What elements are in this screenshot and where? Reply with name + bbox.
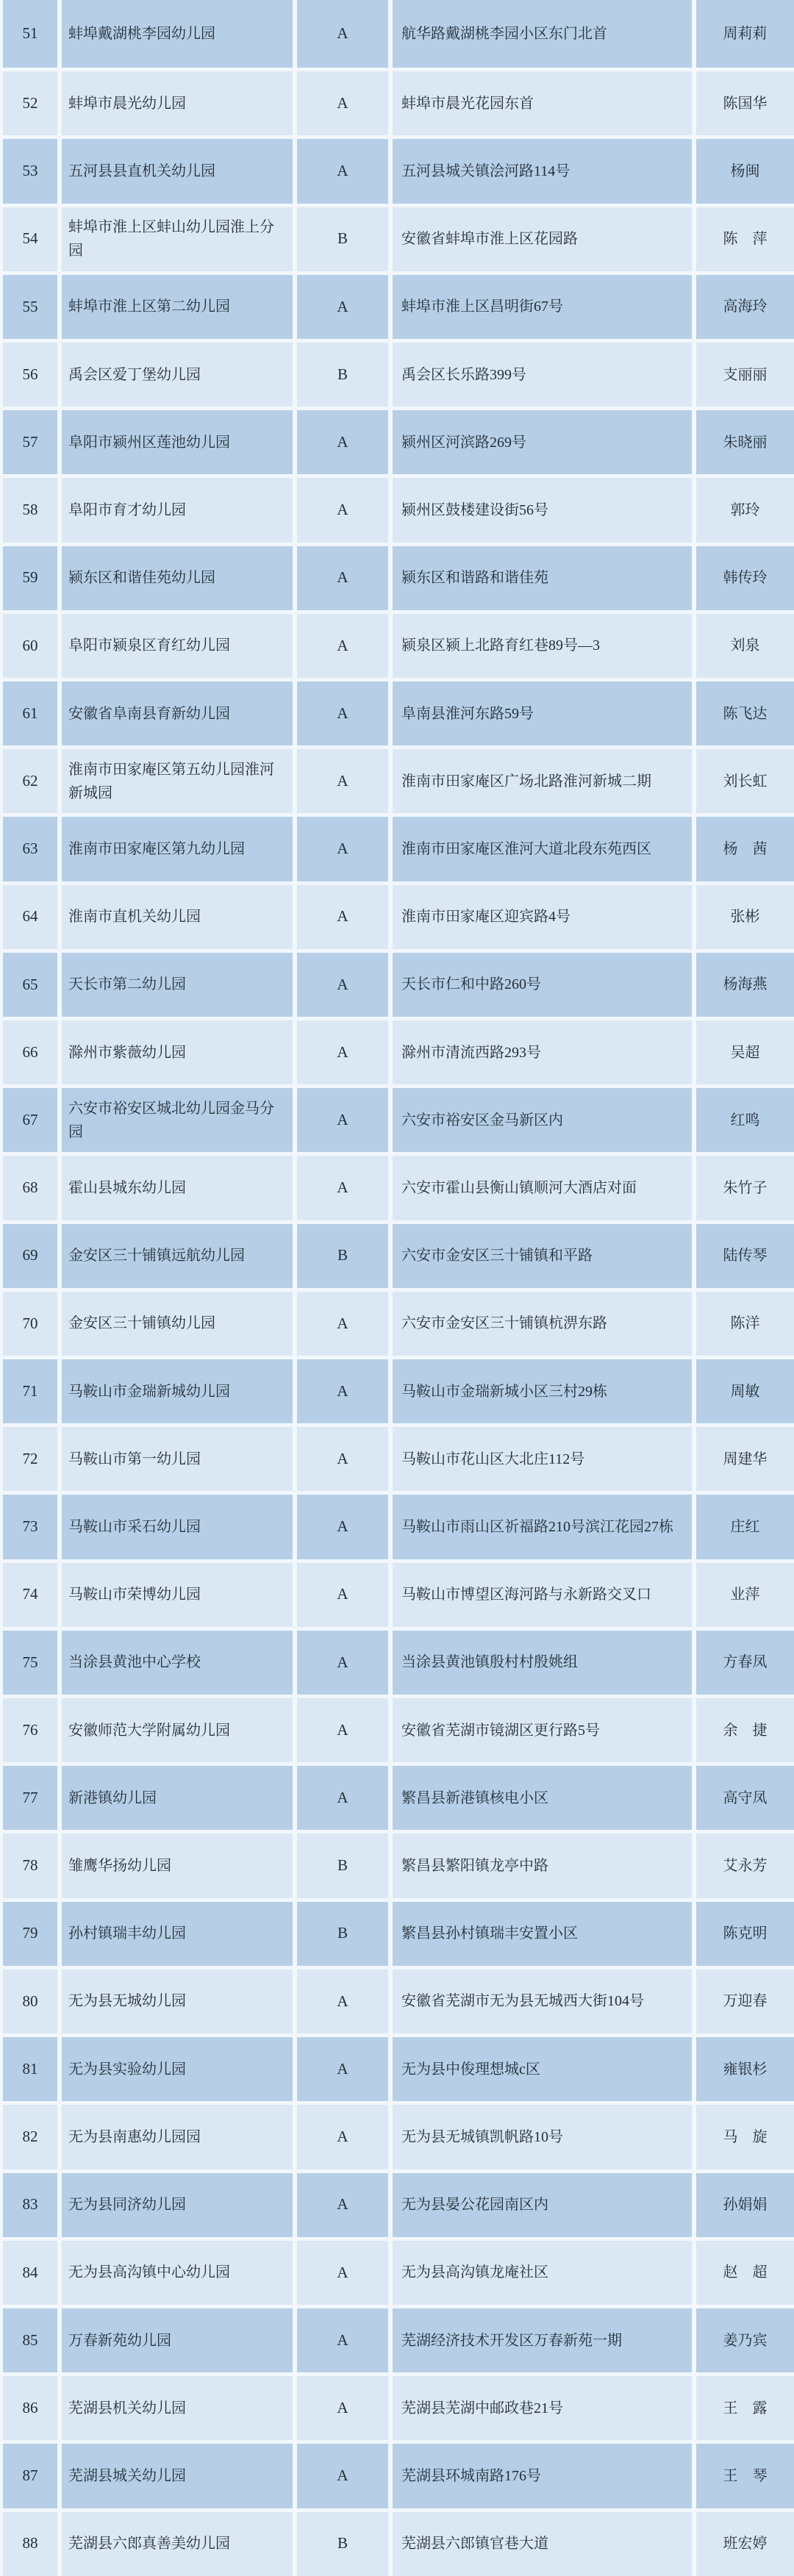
- grade-cell: B: [297, 2512, 388, 2576]
- address-cell: 淮南市田家庵区淮河大道北段东苑西区: [393, 817, 692, 881]
- kindergarten-name-cell: 金安区三十铺镇远航幼儿园: [62, 1224, 293, 1288]
- kindergarten-name-cell: 安徽师范大学附属幼儿园: [62, 1698, 293, 1762]
- table-row: [0, 68, 794, 135]
- address-cell: 芜湖经济技术开发区万春新苑一期: [393, 2308, 692, 2372]
- row-number-cell: 70: [3, 1292, 57, 1356]
- kindergarten-name-cell: 无为县高沟镇中心幼儿园: [62, 2241, 293, 2305]
- contact-name-cell: 郭玲: [696, 478, 794, 542]
- address-cell: 繁昌县孙村镇瑞丰安置小区: [393, 1902, 692, 1966]
- table-row: [0, 1491, 794, 1559]
- contact-name-cell: 陈洋: [696, 1292, 794, 1356]
- contact-name-cell: 吴超: [696, 1020, 794, 1084]
- kindergarten-name-cell: 无为县实验幼儿园: [62, 2037, 293, 2101]
- address-cell: 无为县晏公花园南区内: [393, 2173, 692, 2237]
- table-row: [0, 1017, 794, 1084]
- grade-cell: A: [297, 2173, 388, 2237]
- table-row: [0, 474, 794, 542]
- grade-cell: A: [297, 139, 388, 203]
- grade-cell: A: [297, 681, 388, 745]
- row-number-cell: 72: [3, 1427, 57, 1491]
- table-row: [0, 2033, 794, 2101]
- contact-name-cell: 朱晓丽: [696, 410, 794, 474]
- contact-name-cell: 杨 茜: [696, 817, 794, 881]
- grade-cell: A: [297, 1631, 388, 1695]
- grade-cell: A: [297, 0, 388, 68]
- kindergarten-name-cell: 蚌埠市淮上区蚌山幼儿园淮上分园: [62, 207, 293, 271]
- kindergarten-name-cell: 新港镇幼儿园: [62, 1766, 293, 1830]
- row-number-cell: 66: [3, 1020, 57, 1084]
- contact-name-cell: 刘泉: [696, 614, 794, 678]
- kindergarten-name-cell: 颍东区和谐佳苑幼儿园: [62, 546, 293, 610]
- contact-name-cell: 周莉莉: [696, 0, 794, 68]
- grade-cell: A: [297, 275, 388, 339]
- contact-name-cell: 陈克明: [696, 1902, 794, 1966]
- table-row: [0, 1288, 794, 1356]
- row-number-cell: 51: [3, 0, 57, 68]
- row-number-cell: 61: [3, 681, 57, 745]
- address-cell: 无为县高沟镇龙庵社区: [393, 2241, 692, 2305]
- table-row: [0, 2305, 794, 2372]
- table-row: [0, 1966, 794, 2033]
- address-cell: 无为县无城镇凯帆路10号: [393, 2105, 692, 2169]
- address-cell: 淮南市田家庵区广场北路淮河新城二期: [393, 749, 692, 813]
- grade-cell: A: [297, 2308, 388, 2372]
- address-cell: 天长市仁和中路260号: [393, 953, 692, 1017]
- table-row: [0, 881, 794, 949]
- table-row: [0, 1830, 794, 1897]
- grade-cell: A: [297, 1563, 388, 1627]
- grade-cell: A: [297, 2444, 388, 2508]
- grade-cell: A: [297, 71, 388, 135]
- kindergarten-name-cell: 淮南市直机关幼儿园: [62, 885, 293, 949]
- row-number-cell: 74: [3, 1563, 57, 1627]
- kindergarten-name-cell: 天长市第二幼儿园: [62, 953, 293, 1017]
- kindergarten-name-cell: 雏鹰华扬幼儿园: [62, 1833, 293, 1897]
- table-row: [0, 543, 794, 610]
- grade-cell: A: [297, 1359, 388, 1423]
- row-number-cell: 53: [3, 139, 57, 203]
- contact-name-cell: 支丽丽: [696, 343, 794, 407]
- table-row: [0, 1084, 794, 1152]
- table-row: [0, 813, 794, 881]
- table-row: [0, 2440, 794, 2508]
- table-row: [0, 1898, 794, 1966]
- table-row: [0, 678, 794, 745]
- table-row: [0, 949, 794, 1017]
- address-cell: 蚌埠市晨光花园东首: [393, 71, 692, 135]
- table-row: [0, 1356, 794, 1423]
- kindergarten-name-cell: 淮南市田家庵区第五幼儿园淮河新城园: [62, 749, 293, 813]
- grade-cell: A: [297, 2241, 388, 2305]
- row-number-cell: 60: [3, 614, 57, 678]
- contact-name-cell: 陈飞达: [696, 681, 794, 745]
- table-row: [0, 407, 794, 474]
- table-row: [0, 2372, 794, 2440]
- row-number-cell: 55: [3, 275, 57, 339]
- table-row: [0, 1423, 794, 1491]
- kindergarten-name-cell: 无为县南惠幼儿园园: [62, 2105, 293, 2169]
- address-cell: 芜湖县六郎镇官巷大道: [393, 2512, 692, 2576]
- grade-cell: A: [297, 1427, 388, 1491]
- grade-cell: A: [297, 1969, 388, 2033]
- row-number-cell: 84: [3, 2241, 57, 2305]
- grade-cell: A: [297, 1495, 388, 1559]
- row-number-cell: 69: [3, 1224, 57, 1288]
- row-number-cell: 56: [3, 343, 57, 407]
- contact-name-cell: 朱竹子: [696, 1156, 794, 1220]
- contact-name-cell: 韩传玲: [696, 546, 794, 610]
- grade-cell: A: [297, 614, 388, 678]
- kindergarten-name-cell: 阜阳市颍州区莲池幼儿园: [62, 410, 293, 474]
- contact-name-cell: 陈国华: [696, 71, 794, 135]
- row-number-cell: 83: [3, 2173, 57, 2237]
- kindergarten-name-cell: 无为县同济幼儿园: [62, 2173, 293, 2237]
- grade-cell: A: [297, 885, 388, 949]
- address-cell: 无为县中俊理想城c区: [393, 2037, 692, 2101]
- row-number-cell: 67: [3, 1088, 57, 1152]
- contact-name-cell: 王 琴: [696, 2444, 794, 2508]
- address-cell: 马鞍山市金瑞新城小区三村29栋: [393, 1359, 692, 1423]
- kindergarten-name-cell: 淮南市田家庵区第九幼儿园: [62, 817, 293, 881]
- contact-name-cell: 高海玲: [696, 275, 794, 339]
- contact-name-cell: 孙娟娟: [696, 2173, 794, 2237]
- row-number-cell: 81: [3, 2037, 57, 2101]
- kindergarten-name-cell: 芜湖县城关幼儿园: [62, 2444, 293, 2508]
- contact-name-cell: 高守凤: [696, 1766, 794, 1830]
- row-number-cell: 80: [3, 1969, 57, 2033]
- row-number-cell: 76: [3, 1698, 57, 1762]
- contact-name-cell: 艾永芳: [696, 1833, 794, 1897]
- row-number-cell: 68: [3, 1156, 57, 1220]
- table-row: [0, 204, 794, 271]
- address-cell: 滁州市清流西路293号: [393, 1020, 692, 1084]
- kindergarten-name-cell: 安徽省阜南县育新幼儿园: [62, 681, 293, 745]
- kindergarten-name-cell: 金安区三十铺镇幼儿园: [62, 1292, 293, 1356]
- contact-name-cell: 班宏婷: [696, 2512, 794, 2576]
- row-number-cell: 78: [3, 1833, 57, 1897]
- contact-name-cell: 庄红: [696, 1495, 794, 1559]
- contact-name-cell: 雍银杉: [696, 2037, 794, 2101]
- row-number-cell: 62: [3, 749, 57, 813]
- kindergarten-name-cell: 万春新苑幼儿园: [62, 2308, 293, 2372]
- address-cell: 芜湖县环城南路176号: [393, 2444, 692, 2508]
- contact-name-cell: 赵 超: [696, 2241, 794, 2305]
- address-cell: 马鞍山市花山区大北庄112号: [393, 1427, 692, 1491]
- contact-name-cell: 陈 萍: [696, 207, 794, 271]
- address-cell: 六安市裕安区金马新区内: [393, 1088, 692, 1152]
- row-number-cell: 79: [3, 1902, 57, 1966]
- grade-cell: B: [297, 1833, 388, 1897]
- grade-cell: A: [297, 1088, 388, 1152]
- address-cell: 繁昌县繁阳镇龙亭中路: [393, 1833, 692, 1897]
- contact-name-cell: 陆传琴: [696, 1224, 794, 1288]
- table-row: [0, 135, 794, 203]
- row-number-cell: 87: [3, 2444, 57, 2508]
- kindergarten-name-cell: 滁州市紫薇幼儿园: [62, 1020, 293, 1084]
- address-cell: 当涂县黄池镇殷村村殷姚组: [393, 1631, 692, 1695]
- address-cell: 颍泉区颍上北路育红巷89号—3: [393, 614, 692, 678]
- contact-name-cell: 姜乃宾: [696, 2308, 794, 2372]
- address-cell: 六安市金安区三十铺镇和平路: [393, 1224, 692, 1288]
- grade-cell: A: [297, 749, 388, 813]
- row-number-cell: 65: [3, 953, 57, 1017]
- address-cell: 颍州区鼓楼建设街56号: [393, 478, 692, 542]
- kindergarten-name-cell: 禹会区爱丁堡幼儿园: [62, 343, 293, 407]
- table-row: [0, 339, 794, 407]
- table-row: [0, 271, 794, 339]
- table-row: [0, 1559, 794, 1627]
- table-row: [0, 610, 794, 678]
- grade-cell: A: [297, 2376, 388, 2440]
- kindergarten-name-cell: 马鞍山市金瑞新城幼儿园: [62, 1359, 293, 1423]
- contact-name-cell: 杨闽: [696, 139, 794, 203]
- contact-name-cell: 周敏: [696, 1359, 794, 1423]
- grade-cell: A: [297, 2037, 388, 2101]
- grade-cell: A: [297, 2105, 388, 2169]
- contact-name-cell: 业萍: [696, 1563, 794, 1627]
- kindergarten-name-cell: 芜湖县机关幼儿园: [62, 2376, 293, 2440]
- row-number-cell: 86: [3, 2376, 57, 2440]
- address-cell: 安徽省芜湖市无为县无城西大街104号: [393, 1969, 692, 2033]
- kindergarten-name-cell: 阜阳市颍泉区育红幼儿园: [62, 614, 293, 678]
- contact-name-cell: 杨海燕: [696, 953, 794, 1017]
- address-cell: 蚌埠市淮上区昌明街67号: [393, 275, 692, 339]
- address-cell: 五河县城关镇浍河路114号: [393, 139, 692, 203]
- table-row: [0, 2101, 794, 2169]
- grade-cell: A: [297, 1292, 388, 1356]
- table-row: [0, 745, 794, 813]
- kindergarten-name-cell: 阜阳市育才幼儿园: [62, 478, 293, 542]
- grade-cell: B: [297, 1224, 388, 1288]
- kindergarten-name-cell: 蚌埠市淮上区第二幼儿园: [62, 275, 293, 339]
- contact-name-cell: 红鸣: [696, 1088, 794, 1152]
- row-number-cell: 77: [3, 1766, 57, 1830]
- address-cell: 芜湖县芜湖中邮政巷21号: [393, 2376, 692, 2440]
- row-number-cell: 75: [3, 1631, 57, 1695]
- kindergarten-name-cell: 五河县县直机关幼儿园: [62, 139, 293, 203]
- address-cell: 安徽省蚌埠市淮上区花园路: [393, 207, 692, 271]
- contact-name-cell: 余 捷: [696, 1698, 794, 1762]
- table-row: [0, 1695, 794, 1762]
- table-row: [0, 0, 794, 68]
- contact-name-cell: 刘长虹: [696, 749, 794, 813]
- row-number-cell: 63: [3, 817, 57, 881]
- address-cell: 颍州区河滨路269号: [393, 410, 692, 474]
- table-row: [0, 1220, 794, 1288]
- table-row: [0, 1627, 794, 1695]
- row-number-cell: 59: [3, 546, 57, 610]
- table-row: [0, 1762, 794, 1830]
- address-cell: 繁昌县新港镇核电小区: [393, 1766, 692, 1830]
- row-number-cell: 82: [3, 2105, 57, 2169]
- grade-cell: A: [297, 1698, 388, 1762]
- grade-cell: A: [297, 546, 388, 610]
- kindergarten-name-cell: 当涂县黄池中心学校: [62, 1631, 293, 1695]
- grade-cell: A: [297, 478, 388, 542]
- kindergarten-name-cell: 芜湖县六郎真善美幼儿园: [62, 2512, 293, 2576]
- kindergarten-name-cell: 霍山县城东幼儿园: [62, 1156, 293, 1220]
- grade-cell: A: [297, 410, 388, 474]
- address-cell: 六安市金安区三十铺镇杭淠东路: [393, 1292, 692, 1356]
- row-number-cell: 52: [3, 71, 57, 135]
- kindergarten-name-cell: 蚌埠戴湖桃李园幼儿园: [62, 0, 293, 68]
- contact-name-cell: 周建华: [696, 1427, 794, 1491]
- contact-name-cell: 张彬: [696, 885, 794, 949]
- table-row: [0, 2169, 794, 2237]
- address-cell: 淮南市田家庵区迎宾路4号: [393, 885, 692, 949]
- row-number-cell: 85: [3, 2308, 57, 2372]
- address-cell: 马鞍山市雨山区祈福路210号滨江花园27栋: [393, 1495, 692, 1559]
- kindergarten-name-cell: 无为县无城幼儿园: [62, 1969, 293, 2033]
- kindergarten-name-cell: 马鞍山市第一幼儿园: [62, 1427, 293, 1491]
- address-cell: 阜南县淮河东路59号: [393, 681, 692, 745]
- contact-name-cell: 马 旋: [696, 2105, 794, 2169]
- row-number-cell: 54: [3, 207, 57, 271]
- contact-name-cell: 王 露: [696, 2376, 794, 2440]
- row-number-cell: 71: [3, 1359, 57, 1423]
- grade-cell: A: [297, 817, 388, 881]
- address-cell: 禹会区长乐路399号: [393, 343, 692, 407]
- table-row: [0, 2237, 794, 2305]
- grade-cell: A: [297, 1766, 388, 1830]
- address-cell: 航华路戴湖桃李园小区东门北首: [393, 0, 692, 68]
- address-cell: 颍东区和谐路和谐佳苑: [393, 546, 692, 610]
- kindergarten-name-cell: 马鞍山市采石幼儿园: [62, 1495, 293, 1559]
- address-cell: 安徽省芜湖市镜湖区更行路5号: [393, 1698, 692, 1762]
- grade-cell: B: [297, 207, 388, 271]
- row-number-cell: 57: [3, 410, 57, 474]
- grade-cell: B: [297, 343, 388, 407]
- table-row: [0, 2508, 794, 2576]
- contact-name-cell: 方春凤: [696, 1631, 794, 1695]
- row-number-cell: 88: [3, 2512, 57, 2576]
- kindergarten-name-cell: 孙村镇瑞丰幼儿园: [62, 1902, 293, 1966]
- grade-cell: A: [297, 1156, 388, 1220]
- row-number-cell: 64: [3, 885, 57, 949]
- row-number-cell: 73: [3, 1495, 57, 1559]
- table-row: [0, 1152, 794, 1220]
- grade-cell: A: [297, 953, 388, 1017]
- grade-cell: A: [297, 1020, 388, 1084]
- kindergarten-name-cell: 六安市裕安区城北幼儿园金马分园: [62, 1088, 293, 1152]
- contact-name-cell: 万迎春: [696, 1969, 794, 2033]
- address-cell: 马鞍山市博望区海河路与永新路交叉口: [393, 1563, 692, 1627]
- kindergarten-name-cell: 蚌埠市晨光幼儿园: [62, 71, 293, 135]
- address-cell: 六安市霍山县衡山镇顺河大酒店对面: [393, 1156, 692, 1220]
- row-number-cell: 58: [3, 478, 57, 542]
- grade-cell: B: [297, 1902, 388, 1966]
- kindergarten-name-cell: 马鞍山市荣博幼儿园: [62, 1563, 293, 1627]
